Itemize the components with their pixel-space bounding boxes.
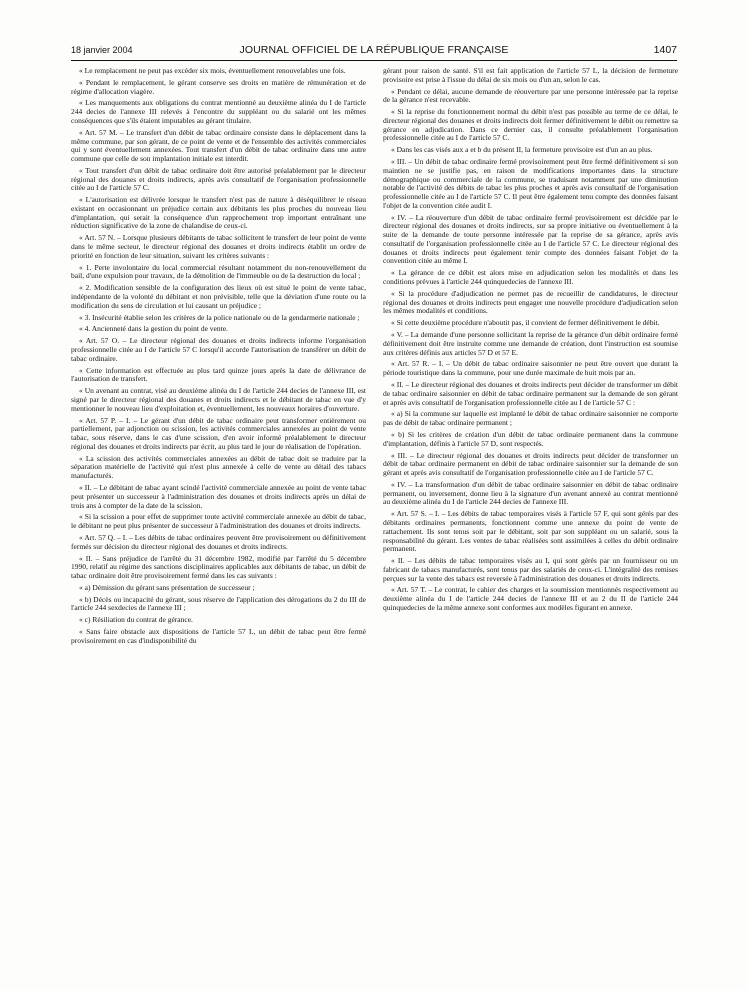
paragraph: « III. – Le directeur régional des douanes et droits indirects peut décider de transformer un débit de tabac ordinaire permanent en débit de tabac ordinaire saisonnier sur la demande de son gérant et après avis consultatif de l'organisation professionnelle citée au I de l'article 57 C. [383,450,678,478]
paragraph: « L'autorisation est délivrée lorsque le transfert n'est pas de nature à déséquilibrer le réseau existant en occasionnant un préjudice certain aux débitants les plus proches du nouveau lieu d'implantation, qui serait la conséquence d'un rapprochement trop important entraînant une réduction significative de la zone de chalandise de ceux-ci. [71,195,366,231]
paragraph: « 2. Modification sensible de la configuration des lieux où est situé le point de vente tabac, indépendante de la volonté du débitant et non prévisible, telle que la déviation d'une route ou la modification du sens de circulation et lui causant un préjudice ; [71,283,366,310]
paragraph: « II. – Les débits de tabac temporaires visés au I, qui sont gérés par un fournisseur ou un fabricant de tabacs manufacturés, sont tenus par des salariés de ceux-ci. L'intégralité des remises perçues sur la vente des tabacs est reversée à l'administration des douanes et droits indirects. [383,556,678,583]
paragraph: « Tout transfert d'un débit de tabac ordinaire doit être autorisé préalablement par le directeur régional des douanes et droits indirects, après avis consultatif de l'organisation professionnelle citée au I de l'article 57 C. [71,165,366,193]
paragraph: « Art. 57 P. – I. – Le gérant d'un débit de tabac ordinaire peut transformer entièrement ou partiellement, par adjonction ou scission, les activités commerciales annexées au point de vente tabac, sous réserve, dans le cas d'une scission, d'en avoir informé préalablement le directeur régional des douanes et droits indirects par écrit, au plus tard le jour de réalisation de l'opération. [71,415,366,451]
paragraph: « 4. Ancienneté dans la gestion du point de vente. [79,324,228,334]
paragraph: « Un avenant au contrat, visé au deuxième alinéa du I de l'article 244 decies de l'annexe III, est signé par le directeur régional des douanes et droits indirects et le débitant de tabac en vue d'y mentionner le nouveau lieu d'exploitation et, éventuellement, les nouveaux horaires d'ouverture. [71,386,366,413]
paragraph: « Cette information est effectuée au plus tard quinze jours après la date de délivrance de l'autorisation de transfert. [71,365,366,384]
paragraph: « II. – Le débitant de tabac ayant scindé l'activité commerciale annexée au point de vente tabac peut présenter un successeur à l'administration des douanes et droits indirects après un délai de trois ans à compter de la date de la scission. [71,483,366,510]
paragraph: « II. – Le directeur régional des douanes et droits indirects peut décider de transformer un débit de tabac ordinaire saisonnier en débit de tabac ordinaire permanent sur la demande de son gérant et après avis consultatif de l'organisation professionnelle citée au I de l'article 57 C : [383,380,678,407]
paragraph: gérant pour raison de santé. S'il est fait application de l'article 57 L, la décision de fermeture provisoire est prise à l'issue du délai de six mois ou d'un an, selon le cas. [383,66,678,84]
paragraph: « Si la reprise du fonctionnement normal du débit n'est pas possible au terme de ce délai, le directeur régional des douanes et droits indirects doit fermer définitivement le débit ou remettre sa gérance en adjudication. Dans ce dernier cas, il consulte préalablement l'organisation professionnelle citée au I de l'article 57 C. [383,107,678,143]
paragraph: « II. – Sans préjudice de l'arrêté du 31 décembre 1982, modifié par l'arrêté du 5 décembre 1990, relatif au régime des sanctions disciplinaires applicables aux débitants de tabac, un débit de tabac ordinaire doit être provisoirement fermé dans les cas suivants : [71,553,366,581]
paragraph: « IV. – La réouverture d'un débit de tabac ordinaire fermé provisoirement est décidée par le directeur régional des douanes et droits indirects, sur sa propre initiative ou éventuellement à la suite de la demande de toute personne intéressée par la reprise de sa gérance, après avis consultatif de l'organisation professionnelle citée au I de l'article 57 C. Le directeur régional des douanes et droits indirects peut également tenir compte des données faisant l'objet de la convention citée au même I. [383,212,678,266]
paragraph: « Si la procédure d'adjudication ne permet pas de recueillir de candidatures, le directeur régional des douanes et droits indirects peut engager une nouvelle procédure d'adjudication selon les mêmes modalités et conditions. [383,288,678,316]
paragraph: « Art. 57 S. – I. – Les débits de tabac temporaires visés à l'article 57 F, qui sont gérés par des débitants ordinaires permanents, fonctionnent comme une annexe du point de vente de rattachement. Ils sont tenus soit par le débitant, soit par son suppléant ou un salarié, sous la responsabilité du gérant. Les ventes de tabac réalisées sont assimilées à celles du débit ordinaire permanent. [383,509,678,554]
publication-date: 18 janvier 2004 [71,45,133,55]
paragraph: « b) Décès ou incapacité du gérant, sous réserve de l'application des dérogations du 2 du III de l'article 244 sexdecies de l'annexe III ; [71,594,366,613]
paragraph: « a) Démission du gérant sans présentation de successeur ; [79,582,255,592]
header-rule [71,60,677,61]
paragraph: « Art. 57 T. – Le contrat, le cahier des charges et la soumission mentionnés respectivement au deuxième alinéa du I de l'article 244 decies de l'annexe III et au 2 du II de l'article 244 quinquedecies de la même annexe sont conformes aux modèles figurant en annexe. [383,585,678,612]
paragraph: « Art. 57 Q. – I. – Les débits de tabac ordinaires peuvent être provisoirement ou définitivement fermés sur décision du directeur régional des douanes et droits indirects. [71,532,366,551]
paragraph: « V. – La demande d'une personne sollicitant la reprise de la gérance d'un débit ordinaire fermé définitivement doit être instruite comme une demande de création, dont l'instruction est soumise aux critères définis aux articles 57 D et 57 E. [383,330,678,357]
paragraph: « Si la scission a pour effet de supprimer toute activité commerciale annexée au débit de tabac, le débitant ne peut plus présenter de successeur à l'administration des douanes et droits indirects. [71,512,366,531]
paragraph: « Art. 57 O. – Le directeur régional des douanes et droits indirects informe l'organisation professionnelle citée au I de l'article 57 C lorsqu'il accorde l'autorisation de transférer un débit de tabac ordinaire. [71,336,366,363]
paragraph: « La scission des activités commerciales annexées au débit de tabac doit se traduire par la séparation matérielle de l'activité qui n'est plus annexée à celle de vente au détail des tabacs manufacturés. [71,453,366,481]
page-number: 1407 [653,44,677,56]
paragraph: « III. – Un débit de tabac ordinaire fermé provisoirement peut être fermé définitivement si son maintien ne se justifie pas, en raison de modifications importantes dans la structure démographique ou commerciale de la commune, se traduisant notamment par une diminution notable de l'activité des débits de tabac les plus proches et après avis consultatif de l'organisation professionnelle citée au I de l'article 57 C. Il peut être également tenu compte des données faisant l'objet de la convention citée audit I. [383,157,678,210]
paragraph: « IV. – La transformation d'un débit de tabac ordinaire saisonnier en débit de tabac ordinaire permanent, ou inversement, donne lieu à la signature d'un avenant annexé au contrat mentionné au deuxième alinéa du I de l'article 244 decies de l'annexe III. [383,479,678,507]
paragraph: « Pendant ce délai, aucune demande de réouverture par une personne intéressée par la reprise de la gérance n'est recevable. [383,86,678,105]
paragraph: « Dans les cas visés aux a et b du présent II, la fermeture provisoire est d'un an au plus. [391,145,653,155]
paragraph: « La gérance de ce débit est alors mise en adjudication selon les modalités et dans les conditions prévues à l'article 244 quinquedecies de l'annexe III. [383,268,678,287]
paragraph: « b) Si les critères de création d'un débit de tabac ordinaire permanent dans la commune d'implantation, définis à l'article 57 D, sont respectés. [383,429,678,448]
paragraph: « c) Résiliation du contrat de gérance. [79,615,193,625]
paragraph: « 1. Perte involontaire du local commercial résultant notamment du non-renouvellement du bail, d'une expulsion pour travaux, de la démolition de l'immeuble ou de la destruction du local ; [71,262,366,281]
left-column [71,67,366,649]
right-column [383,67,678,616]
page-header [71,43,677,59]
paragraph: « Art. 57 R. – I. – Un débit de tabac ordinaire saisonnier ne peut être ouvert que durant la période touristique dans la commune, pour une durée maximale de huit mois par an. [383,359,678,378]
paragraph: « Art. 57 M. – Le transfert d'un débit de tabac ordinaire consiste dans le déplacement dans la même commune, par son gérant, de ce point de vente et de l'ensemble des activités commerciales qui y sont éventuellement annexées. Tout transfert d'un débit de tabac ordinaire dans une autre commune que celle de son implantation initiale est interdit. [71,127,366,164]
paragraph: « Le remplacement ne peut pas excéder six mois, éventuellement renouvelables une fois. [79,66,346,75]
paragraph: « Si cette deuxième procédure n'aboutit pas, il convient de fermer définitivement le débit. [391,318,660,328]
paragraph: « Pendant le remplacement, le gérant conserve ses droits en matière de rémunération et de régime d'allocation viagère. [71,77,366,96]
paragraph: « Sans faire obstacle aux dispositions de l'article 57 L, un débit de tabac peut être fermé provisoirement en cas d'indisponibilité du [71,627,366,645]
journal-title: JOURNAL OFFICIEL DE LA RÉPUBLIQUE FRANÇAISE [239,44,509,56]
paragraph: « Les manquements aux obligations du contrat mentionné au deuxième alinéa du I de l'article 244 decies de l'annexe III relevés à l'encontre du suppléant ou du salarié ont les mêmes conséquences que s'ils étaient imputables au gérant titulaire. [71,98,366,125]
paragraph: « a) Si la commune sur laquelle est implanté le débit de tabac ordinaire saisonnier ne comporte pas de débit de tabac ordinaire permanent ; [383,409,678,428]
paragraph: « 3. Insécurité établie selon les critères de la police nationale ou de la gendarmerie nationale ; [79,312,360,322]
paragraph: « Art. 57 N. – Lorsque plusieurs débitants de tabac sollicitent le transfert de leur point de vente dans le même secteur, le directeur régional des douanes et droits indirects établit un ordre de priorité en fonction de leur situation, suivant les critères suivants : [71,233,366,260]
